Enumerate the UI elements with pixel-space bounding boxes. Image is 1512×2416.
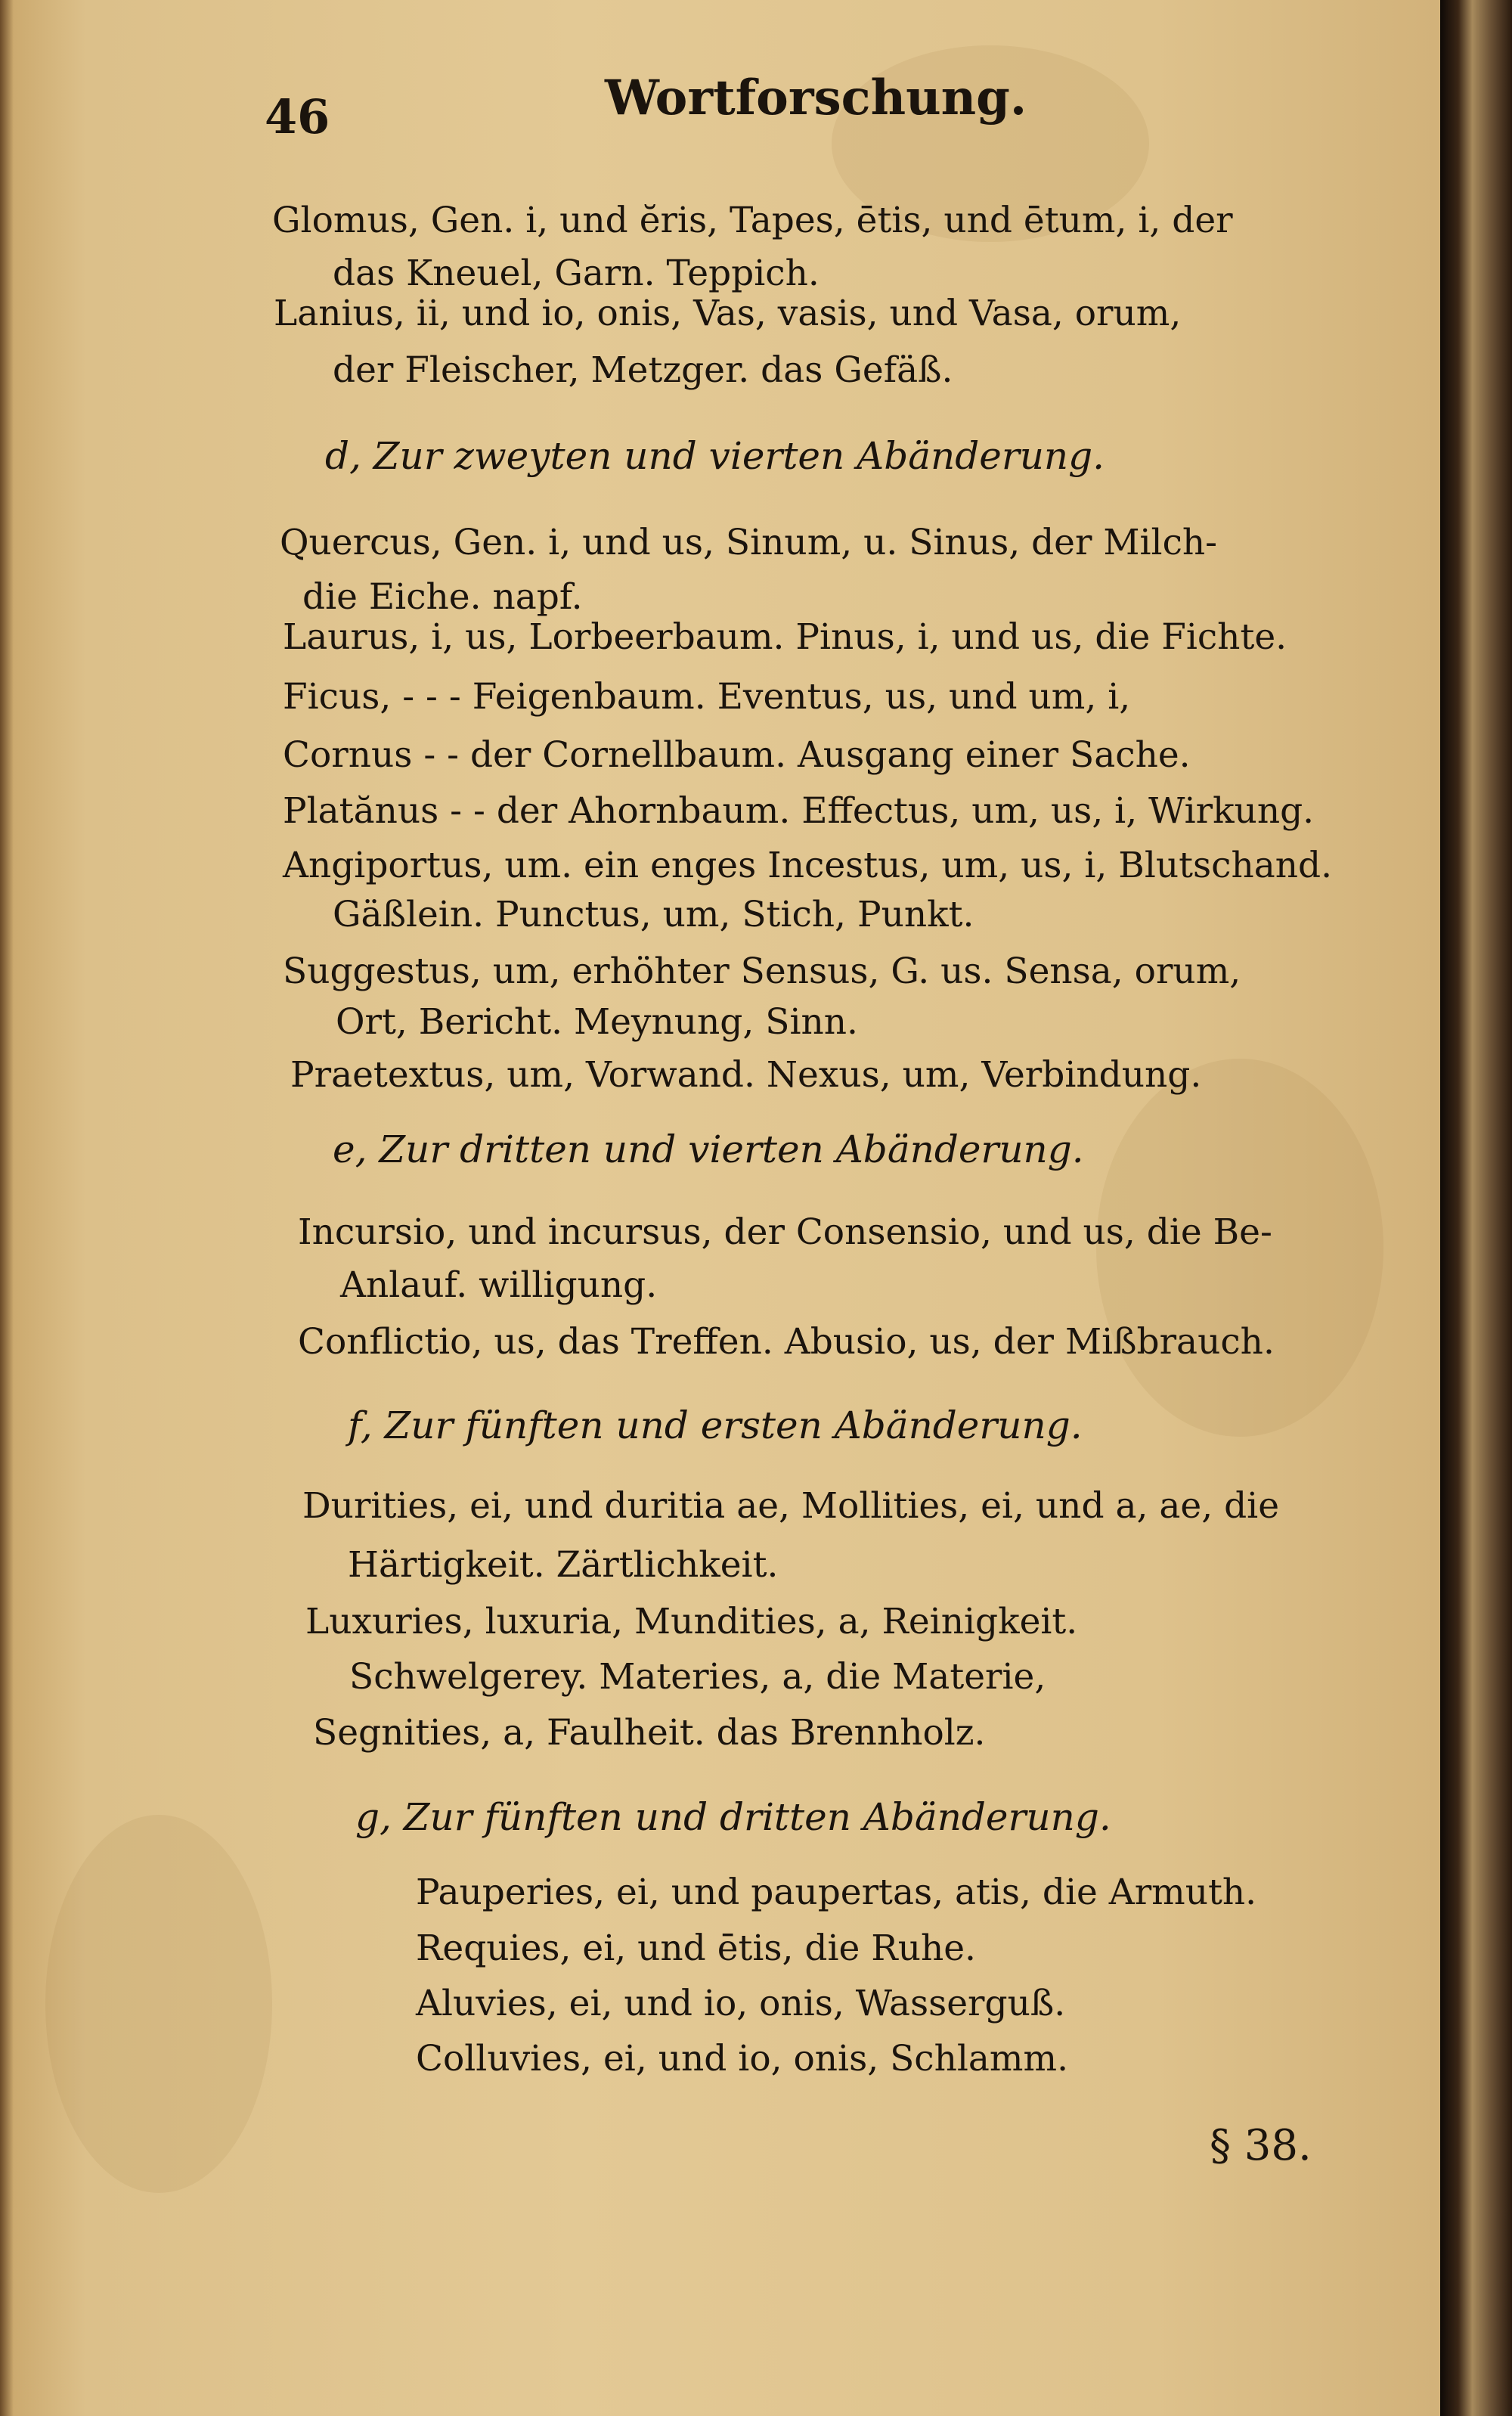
text-line: Angiportus, um. ein enges Incestus, um, us, i, Blutschand. [283, 845, 1333, 886]
text-line: Härtigkeit. Zärtlichkeit. [348, 1544, 779, 1586]
text-line: Durities, ei, und duritia ae, Mollities, ei, und a, ae, die [302, 1485, 1280, 1527]
text-line: Aluvies, ei, und io, onis, Wasserguß. [416, 1983, 1066, 2024]
text-line: Suggestus, um, erhöhter Sensus, G. us. Sensa, orum, [283, 951, 1241, 992]
page-edge-shadow [0, 0, 14, 2416]
book-binding [1440, 0, 1512, 2416]
text-line: Segnities, a, Faulheit. das Brennholz. [313, 1712, 986, 1754]
running-title: Wortforschung. [605, 70, 1027, 126]
text-line: Ort, Bericht. Meynung, Sinn. [336, 1001, 858, 1043]
text-line: Glomus, Gen. i, und ĕris, Tapes, ētis, und ētum, i, der [272, 200, 1233, 241]
text-line: Lanius, ii, und io, onis, Vas, vasis, und Vasa, orum, [274, 293, 1182, 334]
text-line: Schwelgerey. Materies, a, die Materie, [349, 1656, 1046, 1698]
text-line: das Kneuel, Garn. Teppich. [333, 253, 820, 294]
text-line: Praetextus, um, Vorwand. Nexus, um, Verbindung. [290, 1054, 1202, 1096]
text-line: Gäßlein. Punctus, um, Stich, Punkt. [333, 894, 974, 935]
catchword: § 38. [1210, 2121, 1312, 2170]
text-line: Conflictio, us, das Treffen. Abusio, us, der Mißbrauch. [298, 1321, 1275, 1363]
page-number: 46 [265, 89, 330, 144]
text-line: Incursio, und incursus, der Consensio, und us, die Be- [298, 1211, 1272, 1253]
text-line: Cornus - - der Cornellbaum. Ausgang einer Sache. [283, 734, 1191, 776]
text-line: Pauperies, ei, und paupertas, atis, die Armuth. [416, 1872, 1257, 1913]
text-line: Ficus, - - - Feigenbaum. Eventus, us, und um, i, [283, 676, 1131, 718]
text-line: Anlauf. willigung. [340, 1264, 658, 1306]
paper-stain [45, 1815, 272, 2193]
section-heading: g, Zur fünften und dritten Abänderung. [355, 1795, 1111, 1839]
section-heading: e, Zur dritten und vierten Abänderung. [333, 1127, 1084, 1171]
text-line: Platănus - - der Ahornbaum. Effectus, um, us, i, Wirkung. [283, 790, 1315, 832]
text-line: Laurus, i, us, Lorbeerbaum. Pinus, i, und us, die Fichte. [283, 616, 1287, 658]
text-line: die Eiche. napf. [302, 576, 583, 618]
text-line: Requies, ei, und ētis, die Ruhe. [416, 1928, 976, 1969]
text-line: Luxuries, luxuria, Mundities, a, Reinigkeit. [305, 1601, 1078, 1642]
section-heading: f, Zur fünften und ersten Abänderung. [348, 1403, 1083, 1447]
text-line: der Fleischer, Metzger. das Gefäß. [333, 349, 953, 391]
text-line: Quercus, Gen. i, und us, Sinum, u. Sinus, der Milch- [280, 522, 1218, 563]
section-heading: d, Zur zweyten und vierten Abänderung. [325, 434, 1105, 478]
text-line: Colluvies, ei, und io, onis, Schlamm. [416, 2038, 1069, 2079]
